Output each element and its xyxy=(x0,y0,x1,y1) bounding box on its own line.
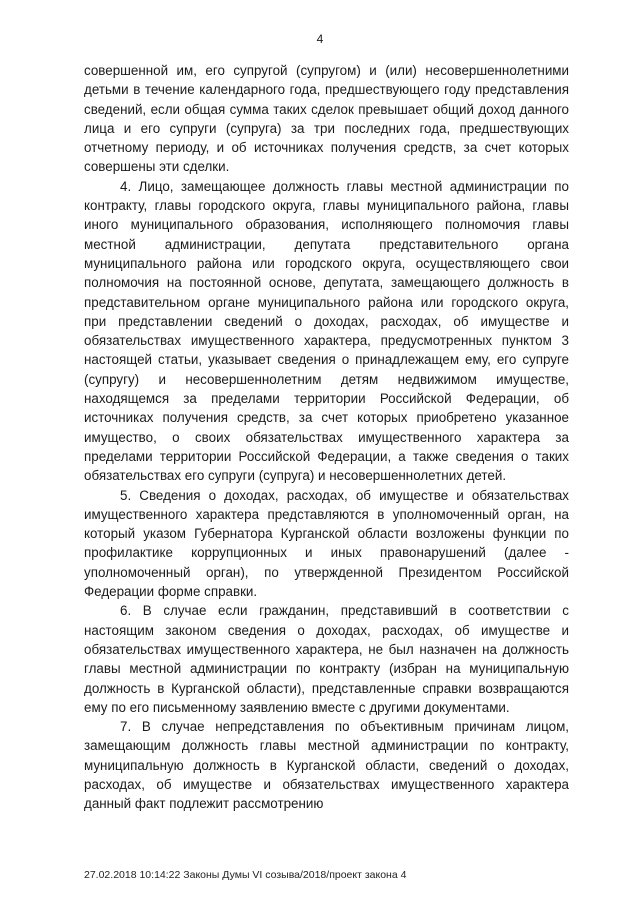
document-footer: 27.02.2018 10:14:22 Законы Думы VI созыва/2018/проект закона 4 xyxy=(84,869,407,881)
paragraph-item-5: 5. Сведения о доходах, расходах, об имуществе и обязательствах имущественного характера представляются в уполномоченный орган, на который указом Губернатора Курганской области возложены функции по профилактике коррупционных и иных правонарушений (далее - уполномоченный орган), по утвержденной Президентом Российской Федерации форме справки. xyxy=(84,487,569,600)
paragraph-continuation: совершенной им, его супругой (супругом) и (или) несовершеннолетними детьми в течение календарного года, предшествующего году представления сведений, если общая сумма таких сделок превышает общий доход данного лица и его супруги (супруга) за три последних года, предшествующих отчетному периоду, и об источниках получения средств, за счет которых совершены эти сделки. xyxy=(84,63,569,175)
document-body xyxy=(84,61,569,814)
page-number: 4 xyxy=(316,32,324,46)
paragraph-item-6: 6. В случае если гражданин, представивший в соответствии с настоящим законом сведения о доходах, расходах, об имуществе и обязательствах имущественного характера, не был назначен на должность главы местной администрации по контракту (избран на муниципальную должность в Курганской области), представленные справки возвращаются ему по его письменному заявлению вместе с другими документами. xyxy=(84,603,569,715)
paragraph-item-7: 7. В случае непредставления по объективным причинам лицом, замещающим должность главы местной администрации по контракту, муниципальную должность в Курганской области, сведений о доходах, расходах, об имуществе и обязательствах имущественного характера данный факт подлежит рассмотрению xyxy=(84,719,569,812)
paragraph-item-4: 4. Лицо, замещающее должность главы местной администрации по контракту, главы городского округа, главы муниципального района, главы иного муниципального образования, исполняющего полномочия главы местной администрации, депутата представительного органа муниципального района или городского округа, осуществляющего свои полномочия на постоянной основе, депутата, замещающего должность в представительном органе муниципального района или городского округа, при представлении сведений о доходах, расходах, об имуществе и обязательствах имущественного характера, предусмотренных пунктом 3 настоящей статьи, указывает сведения о принадлежащем ему, его супруге (супругу) и несовершеннолетним детям недвижимом имуществе, находящемся за пределами территории Российской Федерации, об источниках получения средств, за счет которых приобретено указанное имущество, о своих обязательствах имущественного характера за пределами территории Российской Федерации, а также сведения о таких обязательствах его супруги (супруга) и несовершеннолетних детей. xyxy=(84,178,569,484)
